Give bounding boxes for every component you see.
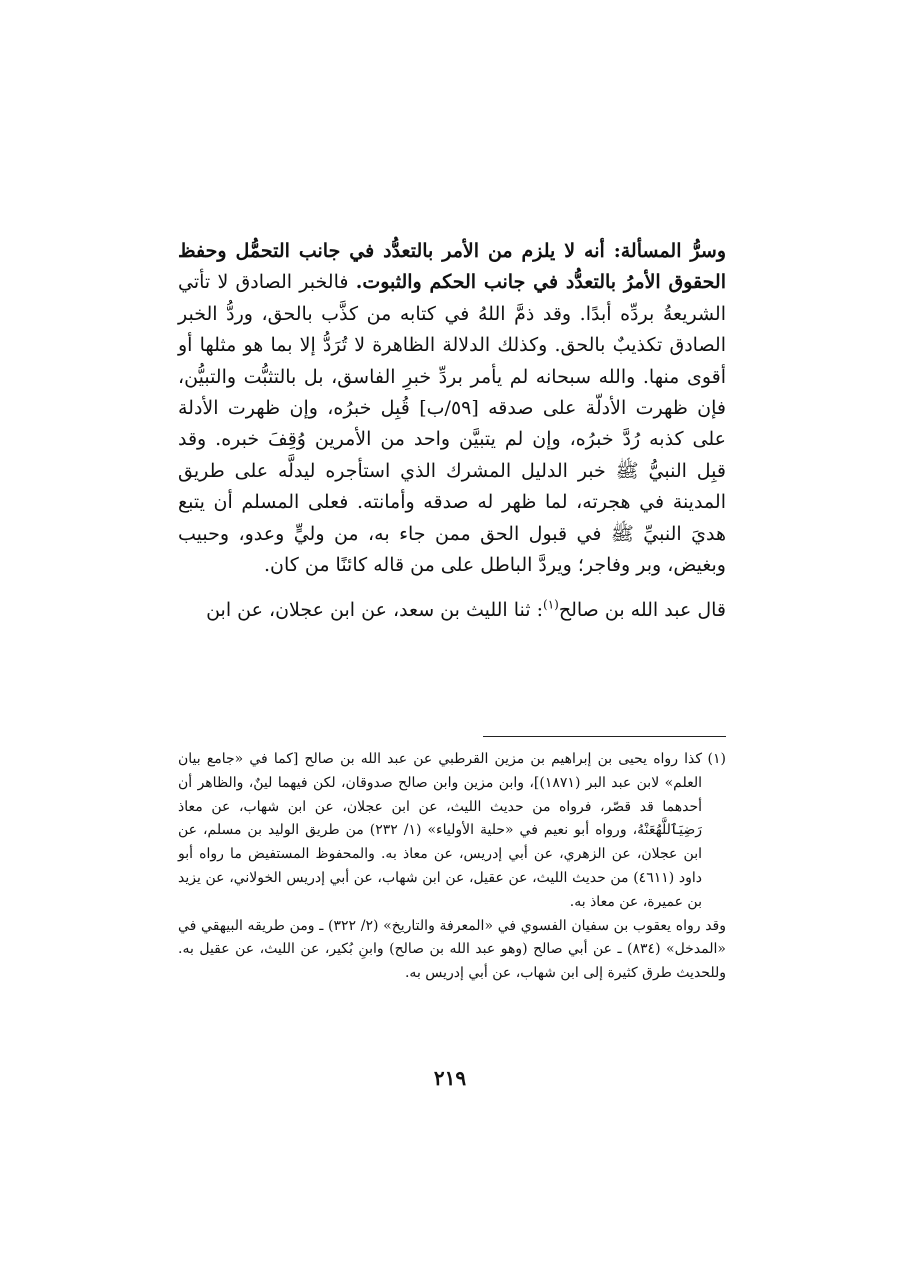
footnotes-section [178,748,726,986]
narration-chain: : ثنا الليث بن سعد، عن ابن عجلان، عن ابن [206,599,544,622]
bold-lead-sentence: وسرُّ المسألة: أنه لا يلزم من الأمر بالتعدُّد في جانب التحمُّل وحفظ الحقوق الأمرُ بالتعدُّد في جانب الحكم والثبوت. [178,240,727,294]
body-paragraph [178,595,726,626]
footnote-continuation [178,915,726,986]
footnote-number: (١) [707,751,726,767]
page-number: ٢١٩ [433,1066,467,1090]
footnote-text-continued: وقد رواه يعقوب بن سفيان الفسوي في «المعرفة والتاريخ» (٢/ ٣٢٢) ـ ومن طريقه البيهقي في «المدخل» (٨٣٤) ـ عن أبي صالح (وهو عبد الله بن صالح) وابنِ بُكير، عن الليث، عن عقيل به. وللحديث طرق كثيرة إلى ابن شهاب، عن أبي إدريس به. [178,917,726,982]
narration-start: قال عبد الله بن صالح [558,599,726,622]
paragraph-gap [178,581,726,595]
footnote [178,748,726,915]
footnote-reference: (١) [543,598,559,613]
footnote-separator [483,736,726,737]
footnote-text: كذا رواه يحيى بن إبراهيم بن مزين القرطبي عن عبد الله بن صالح [كما في «جامع بيان العلم» لابن عبد البر (١٨٧١)]، وابن مزين وابن صالح صدوقان، لكن فيهما لينٌ، والظاهر أن أحدهما قد قصّر، فرواه من حديث الليث، عن ابن عجلان، عن ابن شهاب، عن معاذ رَضِيَٱللَّهُعَنْهُ، ورواه أبو نعيم في «حلية الأولياء» (١/ ٢٣٢) من طريق الوليد بن مسلم، عن ابن عجلان، عن الزهري، عن أبي إدريس، عن معاذ به. والمحفوظ المستفيض ما رواه أبو داود (٤٦١١) من حديث الليث، عن عقيل، عن ابن شهاب، عن أبي إدريس الخولاني، عن يزيد بن عميرة، عن معاذ به. [178,751,702,910]
main-text [178,236,726,627]
body-paragraph [178,236,726,581]
paragraph-text: فالخبر الصادق لا تأتي الشريعةُ بردِّه أبدًا. وقد ذمَّ اللهُ في كتابه من كذَّب بالحق، وردُّ الخبر الصادق تكذيبٌ بالحق. وكذلك الدلالة الظاهرة لا تُرَدُّ إلا بما هو مثلها أو أقوى منها. والله سبحانه لم يأمر بردِّ خبرِ الفاسق، بل بالتثبُّت والتبيُّن، فإن ظهرت الأدلّة على صدقه [٥٩/ب] قُبِل خبرُه، وإن ظهرت الأدلة على كذبه رُدَّ خبرُه، وإن لم يتبيَّن واحد من الأمرين وُقِفَ خبره. وقد قبِل النبيُّ ﷺ خبر الدليل المشرك الذي استأجره ليدلَّه على طريق المدينة في هجرته، لما ظهر له صدقه وأمانته. فعلى المسلم أن يتبع هديَ النبيِّ ﷺ في قبول الحق ممن جاء به، من وليٍّ وعدو، وحبيب وبغيض، وبر وفاجر؛ ويردَّ الباطل على من قاله كائنًا من كان. [178,271,726,577]
